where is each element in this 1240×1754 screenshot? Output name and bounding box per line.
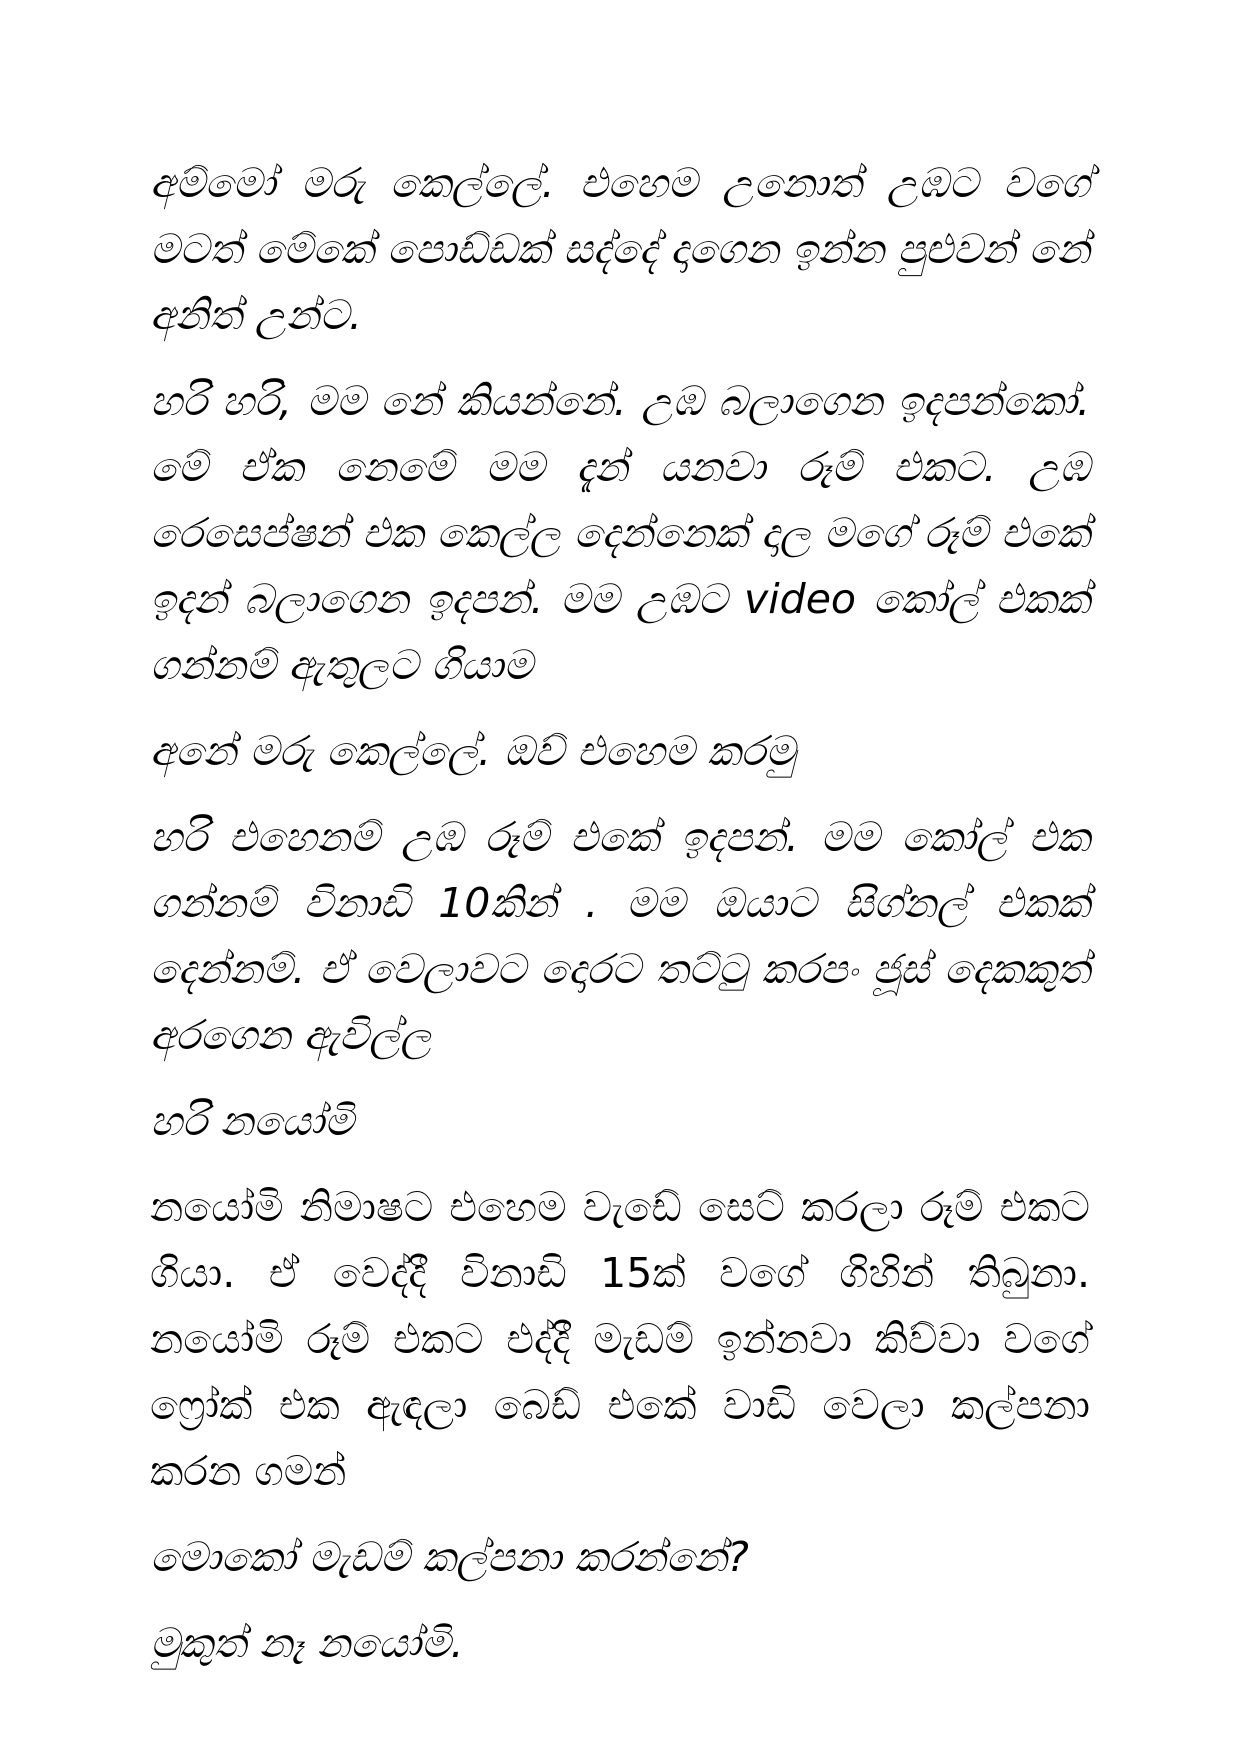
paragraph: මුකුත් නෑ නයෝමි. xyxy=(150,1619,464,1667)
document-page xyxy=(150,150,1090,1696)
paragraph: හරි හරි, මම නේ කියන්නේ. උඹ බලාගෙන ඉදපන්කෝ. මේ ඒක නෙමේ මම දැන් යනවා රූම් එකට. උඹ රෙසෙප්ෂන් එක කෙල්ල දෙන්නෙක් දාල මගේ රූම් එකේ ඉදන් බලාගෙන ඉදපන්. මම උඹට video කෝල් එකක් ගන්නම් ඇතුලට ගියාම xyxy=(150,377,1090,689)
paragraph: අනේ මරු කෙල්ලේ. ඔව් එහෙම කරමු xyxy=(150,727,795,775)
paragraph: මොකෝ මැඩම් කල්පනා කරන්නේ? xyxy=(150,1533,749,1581)
paragraph: හරි එහෙනම් උඹ රූම් එකේ ඉදපන්. මම කෝල් එක ගන්නම් විනාඩි 10කින් . මම ඔයාට සිග්නල් එකක් දෙන්නම්. ඒ වෙලාවට දොරට තට්ටු කරපං ජූස් දෙකකුත් අරගෙන ඇවිල්ල xyxy=(150,813,1090,1059)
paragraph: අම්මෝ මරු කෙල්ලේ. එහෙම උනොත් උඹට වගේ මටත් මේකේ පොඩ්ඩක් සද්දේ දාගෙන ඉන්න පුළුවන් නේ අනිත් උන්ට. xyxy=(150,159,1090,339)
paragraph: නයෝමි නිමාෂට එහෙම වැඩේ සෙට් කරලා රූම් එකට ගියා. ඒ වෙද්දී විනාඩි 15ක් වගේ ගිහින් තිබුනා. නයෝමි රූම් එකට එද්දී මැඩම් ඉන්නවා කිව්වා වගේ ෆ්‍රෝක් එක ඇඳලා බෙඩ් එකේ වාඩි වෙලා කල්පනා කරන ගමන් xyxy=(150,1183,1090,1495)
paragraph: හරි නයෝමි xyxy=(150,1097,354,1145)
